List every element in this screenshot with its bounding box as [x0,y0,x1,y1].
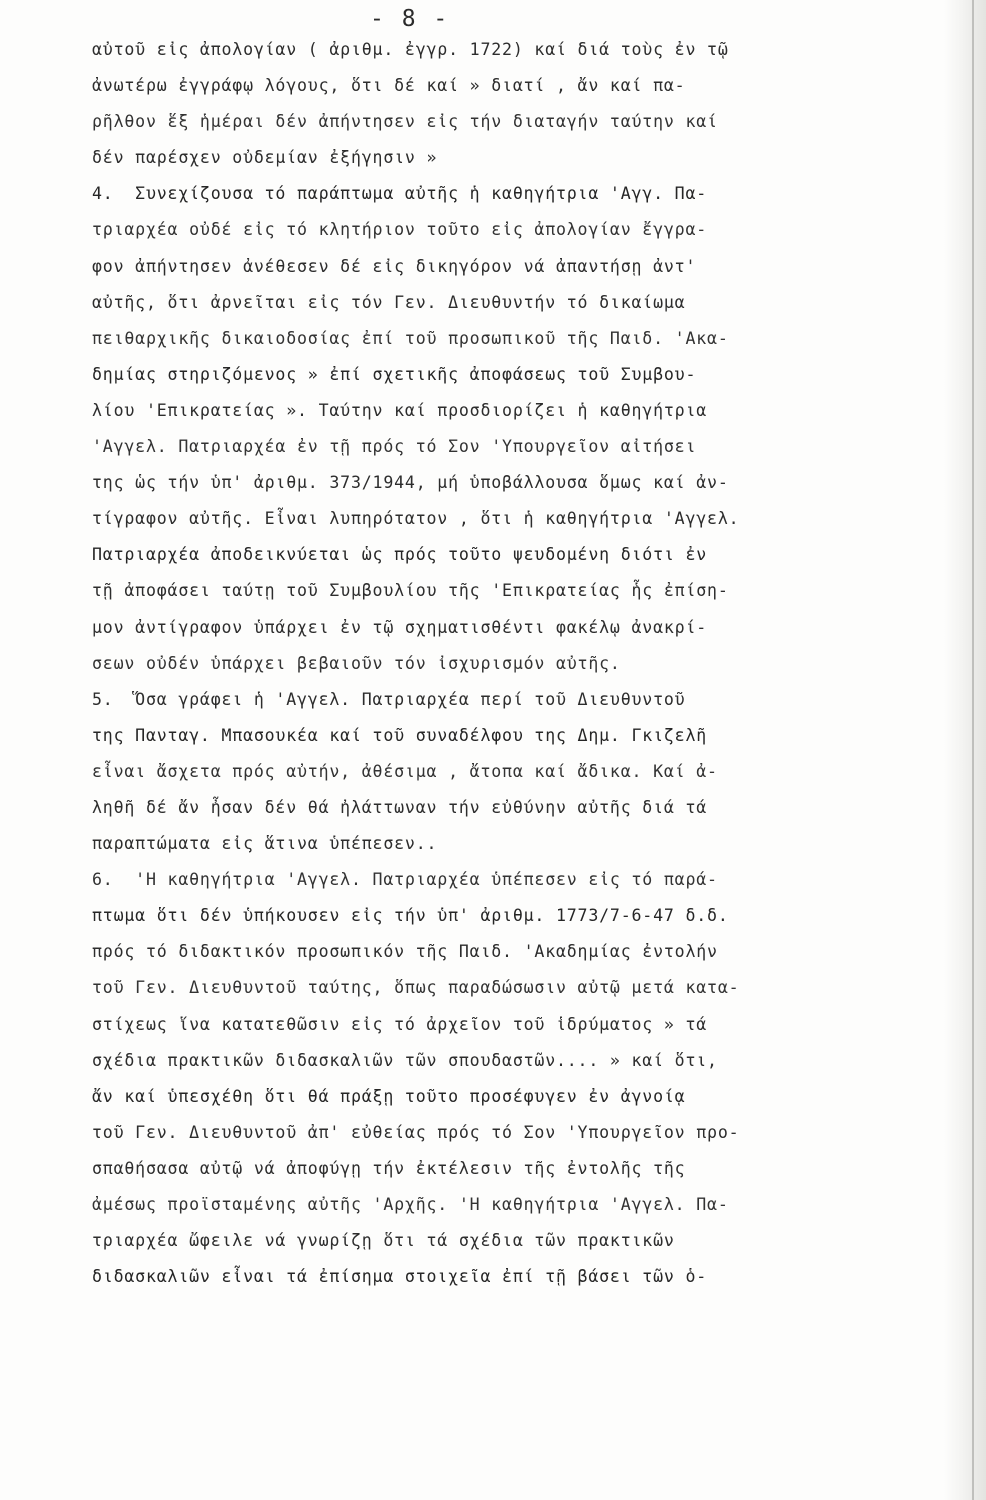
text-line: της ὡς τήν ὑπ' ἀριθμ. 373/1944, μή ὑποβάλλουσα ὅμως καί ἀν- [92,473,729,493]
text-line: 'Αγγελ. Πατριαρχέα ἐν τῇ πρός τό Σον 'Υπουργεῖον αἰτήσει [92,437,697,457]
text-line: στίχεως ἵνα κατατεθῶσιν εἰς τό ἀρχεῖον τοῦ ἱδρύματος » τά [92,1014,708,1034]
text-line: Πατριαρχέα ἀποδεικνύεται ὡς πρός τοῦτο ψευδομένη διότι ἐν [92,545,708,565]
text-line: αὐτῆς, ὅτι ἀρνεῖται εἰς τόν Γεν. Διευθυντήν τό δικαίωμα [92,292,686,312]
text-line: ἄν καί ὑπεσχέθη ὅτι θά πράξῃ τοῦτο προσέφυγεν ἐν ἀγνοίᾳ [92,1086,686,1106]
text-line: της Πανταγ. Μπασουκέα καί τοῦ συναδέλφου της Δημ. Γκιζελῆ [92,725,708,745]
text-line: 4. Συνεχίζουσα τό παράπτωμα αὐτῆς ἡ καθηγήτρια 'Αγγ. Πα- [92,184,708,204]
text-line: τῇ ἀποφάσει ταύτῃ τοῦ Συμβουλίου τῆς 'Επικρατείας ἧς ἐπίση- [92,581,729,601]
text-line: τριαρχέα ὤφειλε νά γνωρίζῃ ὅτι τά σχέδια τῶν πρακτικῶν [92,1231,675,1251]
text-line: πειθαρχικῆς δικαιοδοσίας ἐπί τοῦ προσωπικοῦ τῆς Παιδ. 'Ακα- [92,328,729,348]
text-line: πρός τό διδακτικόν προσωπικόν τῆς Παιδ. 'Ακαδημίας ἐντολήν [92,942,718,962]
text-line: 5. Ὅσα γράφει ἡ 'Αγγελ. Πατριαρχέα περί τοῦ Διευθυντοῦ [92,689,686,709]
text-line: σχέδια πρακτικῶν διδασκαλιῶν τῶν σπουδαστῶν.... » καί ὅτι, [92,1050,718,1070]
text-line: εἶναι ἄσχετα πρός αὐτήν, ἀθέσιμα , ἄτοπα καί ἄδικα. Καί ἀ- [92,761,718,781]
text-line: δέν παρέσχεν οὐδεμίαν ἐξήγησιν » [92,148,438,168]
text-line: σεων οὐδέν ὑπάρχει βεβαιοῦν τόν ἰσχυρισμόν αὐτῆς. [92,653,621,673]
text-line: 6. 'Η καθηγήτρια 'Αγγελ. Πατριαρχέα ὑπέπεσεν εἰς τό παρά- [92,870,718,890]
text-line: τίγραφον αὐτῆς. Εἶναι λυπηρότατον , ὅτι ἡ καθηγήτρια 'Αγγελ. [92,509,740,529]
text-line: πτωμα ὅτι δέν ὑπήκουσεν εἰς τήν ὑπ' ἀριθμ. 1773/7-6-47 δ.δ. [92,906,729,926]
text-line: λίου 'Επικρατείας ». Ταύτην καί προσδιορίζει ἡ καθηγήτρια [92,400,708,420]
text-line: φον ἀπήντησεν ἀνέθεσεν δέ εἰς δικηγόρον νά ἀπαντήσῃ ἀντ' [92,256,697,276]
text-line: ληθῆ δέ ἄν ἦσαν δέν θά ἠλάττωναν τήν εὐθύνην αὐτῆς διά τά [92,797,708,817]
text-line: διδασκαλιῶν εἶναι τά ἐπίσημα στοιχεῖα ἐπί τῇ βάσει τῶν ὁ- [92,1267,708,1287]
text-line: ἀμέσως προϊσταμένης αὐτῆς 'Αρχῆς. 'Η καθηγήτρια 'Αγγελ. Πα- [92,1195,729,1214]
page-number: - 8 - [370,6,450,32]
text-line: σπαθήσασα αὐτῷ νά ἀποφύγῃ τήν ἐκτέλεσιν τῆς ἐντολῆς τῆς [92,1158,686,1178]
text-line: παραπτώματα εἰς ἅτινα ὑπέπεσεν.. [92,834,438,854]
text-line: τοῦ Γεν. Διευθυντοῦ ταύτης, ὅπως παραδώσωσιν αὐτῷ μετά κατα- [92,978,740,998]
text-line: ρῆλθον ἕξ ἡμέραι δέν ἀπήντησεν εἰς τήν διαταγήν ταύτην καί [92,112,718,132]
text-line: αὐτοῦ εἰς ἀπολογίαν ( ἀριθμ. ἐγγρ. 1722) καί διά τοὺς ἐν τῷ [92,40,729,59]
text-line: τριαρχέα οὐδέ εἰς τό κλητήριον τοῦτο εἰς ἀπολογίαν ἔγγρα- [92,220,708,240]
text-line: μον ἀντίγραφον ὑπάρχει ἐν τῷ σχηματισθέντι φακέλῳ ἀνακρί- [92,617,708,637]
typewritten-text-body [92,32,952,1295]
text-line: τοῦ Γεν. Διευθυντοῦ ἀπ' εὐθείας πρός τό Σον 'Υπουργεῖον προ- [92,1122,740,1142]
text-line: ἀνωτέρω ἐγγράφῳ λόγους, ὅτι δέ καί » διατί , ἄν καί πα- [92,76,686,96]
text-line: δημίας στηριζόμενος » ἐπί σχετικῆς ἀποφάσεως τοῦ Συμβου- [92,364,697,384]
